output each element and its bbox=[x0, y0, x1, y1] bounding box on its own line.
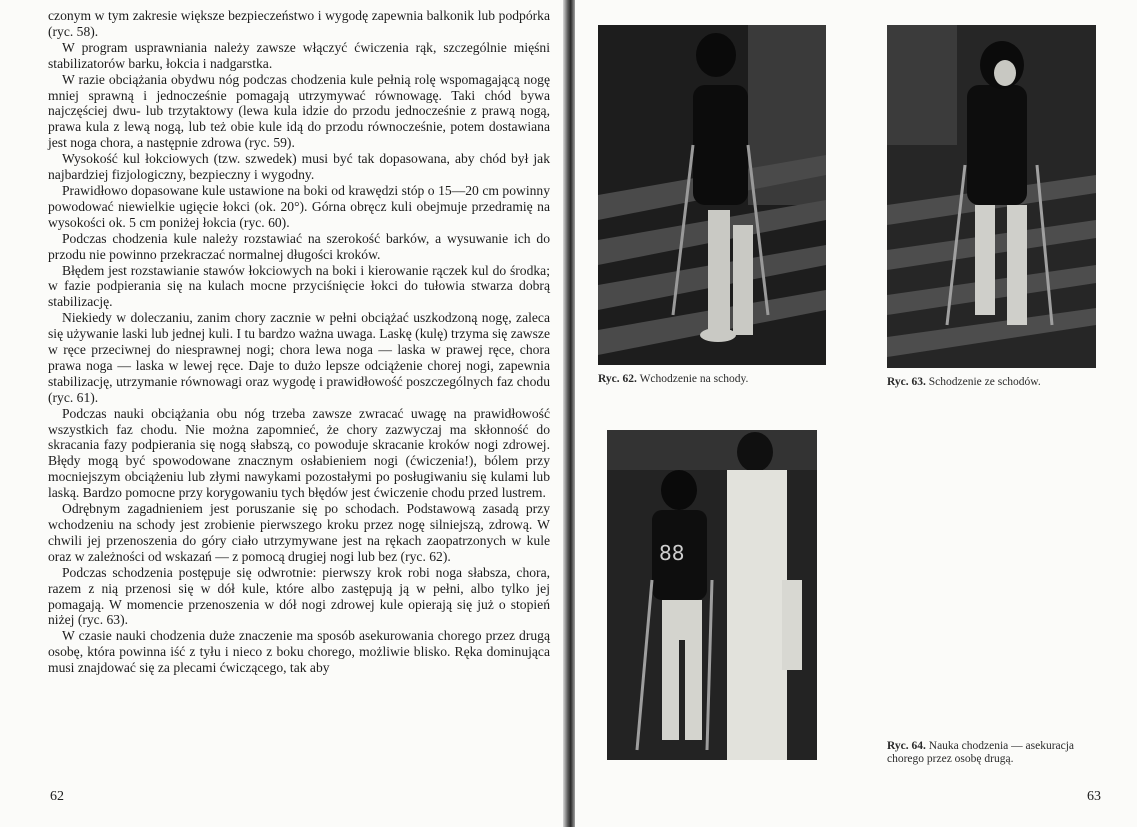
right-page bbox=[575, 0, 1137, 827]
figure-label: Ryc. 62. bbox=[598, 373, 637, 385]
stairs-down-illustration bbox=[887, 25, 1096, 368]
figure-photo-assisted-walking bbox=[607, 430, 817, 760]
paragraph: Podczas chodzenia kule należy rozstawiać na szerokość barków, a wysuwanie ich do przodu nie powinno przekraczać normalnej długości kroków. bbox=[48, 230, 550, 262]
svg-text:88: 88 bbox=[659, 541, 685, 565]
paragraph: Niekiedy w doleczaniu, zanim chory zacznie w pełni obciążać uszkodzoną nogę, zaleca się używanie laski lub jednej kuli. I tu bardzo ważna uwaga. Laskę (kulę) trzyma się zawsze w ręce przeciwnej do niesprawnej nogi; chora lewa noga — laska w prawej ręce, chora prawa noga — laska w lewej ręce. Daje to dużo lepsze odciążenie chorej nogi, zapewnia stabilizację, utrzymanie równowagi oraz wygodę i prawidłowość poszczególnych faz chodu (ryc. 61). bbox=[48, 310, 550, 405]
assisted-walking-illustration bbox=[607, 430, 817, 760]
figure-caption-text: Wchodzenie na schody. bbox=[639, 373, 749, 385]
figure-photo-stairs-down bbox=[887, 25, 1096, 368]
paragraph: czonym w tym zakresie większe bezpieczeństwo i wygodę zapewnia balkonik lub podpórka (ryc. 58). bbox=[48, 8, 550, 39]
paragraph: Prawidłowo dopasowane kule ustawione na boki od krawędzi stóp o 15—20 cm powinny powodować niewielkie ugięcie łokci (ok. 20°). Górna obręcz kuli obejmuje przedramię na wysokości ok. 5 cm poniżej łokcia (ryc. 60). bbox=[48, 182, 550, 230]
paragraph: Podczas schodzenia postępuje się odwrotnie: pierwszy krok robi noga słabsza, chora, razem z nią przenosi się w dół kule, które albo zastępują ją w pełni, albo tylko jej pomagają. W momencie przenoszenia w dół nogi zdrowej kule opierają się już o stopień niżej (ryc. 63). bbox=[48, 564, 550, 628]
paragraph: W czasie nauki chodzenia duże znaczenie ma sposób asekurowania chorego przez drugą osobę, która powinna iść z tyłu i nieco z boku chorego, możliwie blisko. Ręka dominująca musi znajdować się za plecami ćwiczącego, tak aby bbox=[48, 628, 550, 676]
body-text bbox=[48, 8, 550, 676]
figure-label: Ryc. 64. bbox=[887, 740, 926, 752]
paragraph: W razie obciążania obydwu nóg podczas chodzenia kule pełnią rolę wspomagającą nogę mniej sprawną i jednocześnie pomagają utrzymywać równowagę. Taki chód bywa najczęściej dwu- lub trzytaktowy (lewa kula idzie do przodu jednocześnie z prawą nogą, prawa kula z lewą nogą, lub też obie kule idą do przodu równocześnie, potem dostawiana jest noga chora, a następnie zdrowa (ryc. 59). bbox=[48, 71, 550, 151]
figure-caption-text: Schodzenie ze schodów. bbox=[928, 376, 1041, 388]
page-number: 63 bbox=[1087, 789, 1101, 804]
paragraph: W program usprawniania należy zawsze włączyć ćwiczenia rąk, szczególnie mięśni stabilizatorów barku, łokcia i nadgarstka. bbox=[48, 39, 550, 71]
paragraph: Podczas nauki obciążania obu nóg trzeba zawsze zwracać uwagę na prawidłowość wszystkich faz chodu. Nie można zapomnieć, że chory zazwyczaj ma skłonność do skracania fazy podpierania się nogą słabszą, co powoduje skracanie kroków nogi zdrowej. Błędy mogą być spowodowane znacznym osłabieniem nogi (ćwiczenia!), bólem przy mocniejszym obciążeniu lub złymi nawykami pozostałymi po posługiwaniu się kulami lub laską. Bardzo pomocne przy korygowaniu tych błędów jest ćwiczenie chodu przed lustrem. bbox=[48, 405, 550, 501]
paragraph: Wysokość kul łokciowych (tzw. szwedek) musi być tak dopasowana, aby chód był jak najbardziej fizjologiczny, bezpieczny i wygodny. bbox=[48, 151, 550, 183]
left-page bbox=[0, 0, 565, 827]
figure-label: Ryc. 63. bbox=[887, 376, 926, 388]
paragraph: Błędem jest rozstawianie stawów łokciowych na boki i kierowanie rączek kul do środka; w fazie podpierania się na kulach mocne przyciśnięcie łokci do tułowia stwarza dobrą stabilizację. bbox=[48, 262, 550, 310]
figure-photo-stairs-up bbox=[598, 25, 826, 365]
figure-caption bbox=[598, 373, 838, 386]
figure-caption-text: Nauka chodzenia — asekuracja chorego przez osobę drugą. bbox=[887, 740, 1075, 765]
figure-caption bbox=[887, 376, 1117, 389]
paragraph: Odrębnym zagadnieniem jest poruszanie się po schodach. Podstawową zasadą przy wchodzeniu na schody jest zrobienie pierwszego kroku przez nogę silniejszą, zdrową. W chwili jej przenoszenia do góry ciało utrzymywane jest na rękach zaopatrzonych w kule oraz w zależności od wskazań — z pomocą drugiej nogi lub bez (ryc. 62). bbox=[48, 501, 550, 564]
page-number: 62 bbox=[50, 789, 64, 804]
stairs-up-illustration bbox=[598, 25, 826, 365]
figure-caption bbox=[887, 740, 1092, 766]
